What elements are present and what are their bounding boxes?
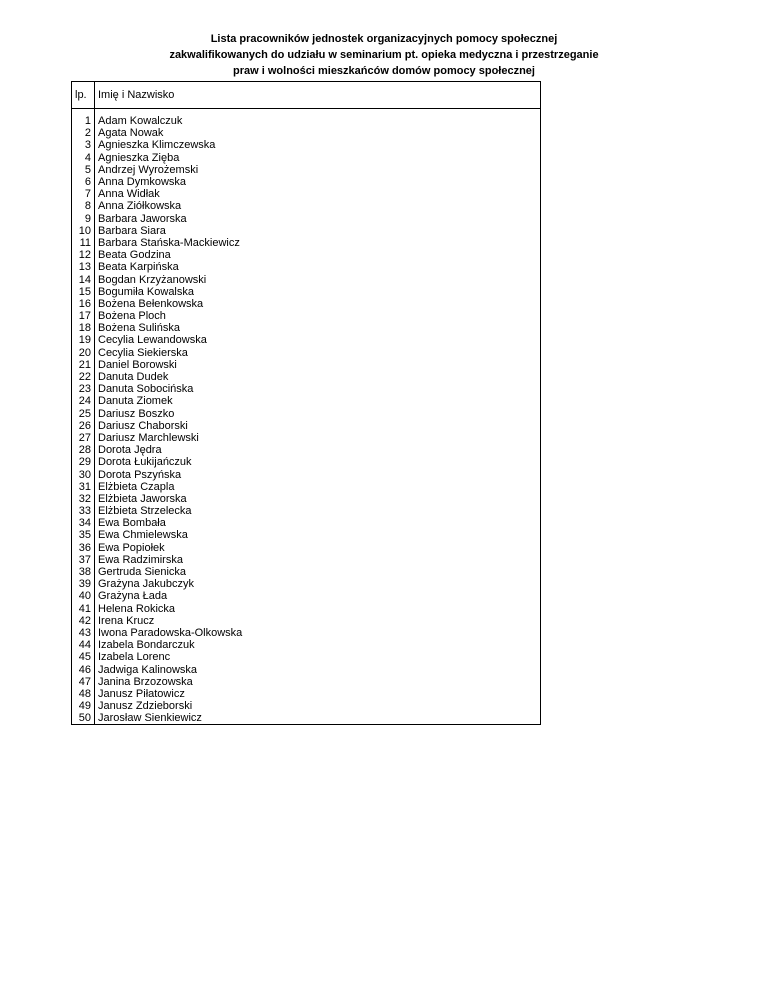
table-row — [72, 383, 541, 395]
person-name: Daniel Borowski — [95, 359, 541, 371]
person-name: Helena Rokicka — [95, 603, 541, 615]
person-name: Cecylia Siekierska — [95, 347, 541, 359]
person-name: Andrzej Wyrożemski — [95, 164, 541, 176]
person-name: Elżbieta Jaworska — [95, 493, 541, 505]
table-row — [72, 481, 541, 493]
row-number: 18 — [72, 322, 95, 334]
row-number: 34 — [72, 517, 95, 529]
table-row — [72, 432, 541, 444]
row-number: 10 — [72, 225, 95, 237]
table-row — [72, 468, 541, 480]
person-name: Iwona Paradowska-Olkowska — [95, 627, 541, 639]
person-name: Dariusz Boszko — [95, 408, 541, 420]
row-number: 2 — [72, 127, 95, 139]
table-row — [72, 554, 541, 566]
row-number: 35 — [72, 529, 95, 541]
row-number: 48 — [72, 688, 95, 700]
table-row — [72, 615, 541, 627]
person-name: Bożena Sulińska — [95, 322, 541, 334]
table-row — [72, 603, 541, 615]
row-number: 16 — [72, 298, 95, 310]
person-name: Agata Nowak — [95, 127, 541, 139]
table-row — [72, 627, 541, 639]
person-name: Grażyna Łada — [95, 590, 541, 602]
row-number: 20 — [72, 347, 95, 359]
table-row — [72, 322, 541, 334]
row-number: 15 — [72, 286, 95, 298]
row-number: 46 — [72, 663, 95, 675]
participants-table — [71, 81, 541, 725]
table-row — [72, 213, 541, 225]
table-row — [72, 663, 541, 675]
row-number: 23 — [72, 383, 95, 395]
row-number: 32 — [72, 493, 95, 505]
title-line-1: Lista pracowników jednostek organizacyjnych pomocy społecznej — [210, 33, 558, 45]
table-row — [72, 261, 541, 273]
row-number: 39 — [72, 578, 95, 590]
row-number: 8 — [72, 200, 95, 212]
person-name: Janina Brzozowska — [95, 676, 541, 688]
title-line-3: praw i wolności mieszkańców domów pomocy społecznej — [233, 65, 535, 77]
row-number: 25 — [72, 408, 95, 420]
table-row — [72, 371, 541, 383]
table-row — [72, 176, 541, 188]
person-name: Izabela Bondarczuk — [95, 639, 541, 651]
person-name: Agnieszka Klimczewska — [95, 139, 541, 151]
person-name: Irena Krucz — [95, 615, 541, 627]
person-name: Bożena Ploch — [95, 310, 541, 322]
row-number: 13 — [72, 261, 95, 273]
table-row — [72, 420, 541, 432]
row-number: 5 — [72, 164, 95, 176]
row-number: 27 — [72, 432, 95, 444]
row-number: 24 — [72, 395, 95, 407]
row-number: 45 — [72, 651, 95, 663]
row-number: 31 — [72, 481, 95, 493]
row-number: 41 — [72, 603, 95, 615]
table-row — [72, 249, 541, 261]
person-name: Beata Godzina — [95, 249, 541, 261]
table-row — [72, 286, 541, 298]
person-name: Cecylia Lewandowska — [95, 334, 541, 346]
person-name: Bogumiła Kowalska — [95, 286, 541, 298]
row-number: 12 — [72, 249, 95, 261]
person-name: Elżbieta Czapla — [95, 481, 541, 493]
person-name: Dariusz Chaborski — [95, 420, 541, 432]
person-name: Dorota Jędra — [95, 444, 541, 456]
row-number: 3 — [72, 139, 95, 151]
table-row — [72, 651, 541, 663]
row-number: 4 — [72, 152, 95, 164]
column-header-name: Imię i Nazwisko — [95, 82, 541, 109]
row-number: 40 — [72, 590, 95, 602]
person-name: Adam Kowalczuk — [95, 115, 541, 127]
row-number: 30 — [72, 468, 95, 480]
table-row — [72, 310, 541, 322]
row-number: 33 — [72, 505, 95, 517]
table-row — [72, 139, 541, 151]
table-row — [72, 225, 541, 237]
table-row — [72, 188, 541, 200]
participants-table-container — [71, 81, 540, 725]
person-name: Ewa Radzimirska — [95, 554, 541, 566]
table-row — [72, 676, 541, 688]
table-row — [72, 456, 541, 468]
person-name: Gertruda Sienicka — [95, 566, 541, 578]
row-number: 29 — [72, 456, 95, 468]
row-number: 6 — [72, 176, 95, 188]
table-row — [72, 298, 541, 310]
table-row — [72, 493, 541, 505]
row-number: 49 — [72, 700, 95, 712]
table-row — [72, 639, 541, 651]
row-number: 38 — [72, 566, 95, 578]
table-row — [72, 347, 541, 359]
person-name: Danuta Sobocińska — [95, 383, 541, 395]
table-row — [72, 273, 541, 285]
person-name: Barbara Siara — [95, 225, 541, 237]
row-number: 47 — [72, 676, 95, 688]
table-row — [72, 688, 541, 700]
person-name: Anna Widłak — [95, 188, 541, 200]
title-line-2: zakwalifikowanych do udziału w seminarium pt. opieka medyczna i przestrzeganie — [169, 49, 599, 61]
person-name: Janusz Piłatowicz — [95, 688, 541, 700]
table-row — [72, 200, 541, 212]
person-name: Grażyna Jakubczyk — [95, 578, 541, 590]
row-number: 37 — [72, 554, 95, 566]
person-name: Bogdan Krzyżanowski — [95, 273, 541, 285]
row-number: 44 — [72, 639, 95, 651]
person-name: Beata Karpińska — [95, 261, 541, 273]
table-row — [72, 334, 541, 346]
person-name: Jarosław Sienkiewicz — [95, 712, 541, 725]
table-row — [72, 152, 541, 164]
table-row — [72, 237, 541, 249]
document-title — [0, 31, 768, 79]
person-name: Anna Dymkowska — [95, 176, 541, 188]
row-number: 26 — [72, 420, 95, 432]
table-row — [72, 408, 541, 420]
person-name: Ewa Bombała — [95, 517, 541, 529]
person-name: Izabela Lorenc — [95, 651, 541, 663]
table-body — [72, 109, 541, 725]
table-row — [72, 115, 541, 127]
person-name: Bożena Bełenkowska — [95, 298, 541, 310]
table-row — [72, 164, 541, 176]
row-number: 36 — [72, 542, 95, 554]
row-number: 21 — [72, 359, 95, 371]
row-number: 19 — [72, 334, 95, 346]
row-number: 9 — [72, 213, 95, 225]
person-name: Barbara Stańska-Mackiewicz — [95, 237, 541, 249]
row-number: 28 — [72, 444, 95, 456]
table-row — [72, 505, 541, 517]
person-name: Dorota Łukijańczuk — [95, 456, 541, 468]
table-header-row — [72, 82, 541, 109]
row-number: 7 — [72, 188, 95, 200]
row-number: 22 — [72, 371, 95, 383]
table-row — [72, 566, 541, 578]
table-row — [72, 127, 541, 139]
row-number: 43 — [72, 627, 95, 639]
person-name: Danuta Dudek — [95, 371, 541, 383]
person-name: Agnieszka Zięba — [95, 152, 541, 164]
person-name: Barbara Jaworska — [95, 213, 541, 225]
person-name: Dorota Pszyńska — [95, 468, 541, 480]
person-name: Anna Ziółkowska — [95, 200, 541, 212]
person-name: Dariusz Marchlewski — [95, 432, 541, 444]
row-number: 14 — [72, 273, 95, 285]
row-number: 1 — [72, 115, 95, 127]
table-row — [72, 578, 541, 590]
table-row — [72, 590, 541, 602]
table-row — [72, 359, 541, 371]
table-row — [72, 517, 541, 529]
row-number: 42 — [72, 615, 95, 627]
table-row — [72, 444, 541, 456]
row-number: 11 — [72, 237, 95, 249]
row-number: 50 — [72, 712, 95, 725]
person-name: Ewa Popiołek — [95, 542, 541, 554]
table-row — [72, 529, 541, 541]
person-name: Janusz Zdzieborski — [95, 700, 541, 712]
row-number: 17 — [72, 310, 95, 322]
person-name: Ewa Chmielewska — [95, 529, 541, 541]
table-row — [72, 712, 541, 725]
column-header-lp: lp. — [72, 82, 95, 109]
person-name: Danuta Ziomek — [95, 395, 541, 407]
person-name: Jadwiga Kalinowska — [95, 663, 541, 675]
table-row — [72, 542, 541, 554]
table-row — [72, 700, 541, 712]
person-name: Elżbieta Strzelecka — [95, 505, 541, 517]
table-row — [72, 395, 541, 407]
